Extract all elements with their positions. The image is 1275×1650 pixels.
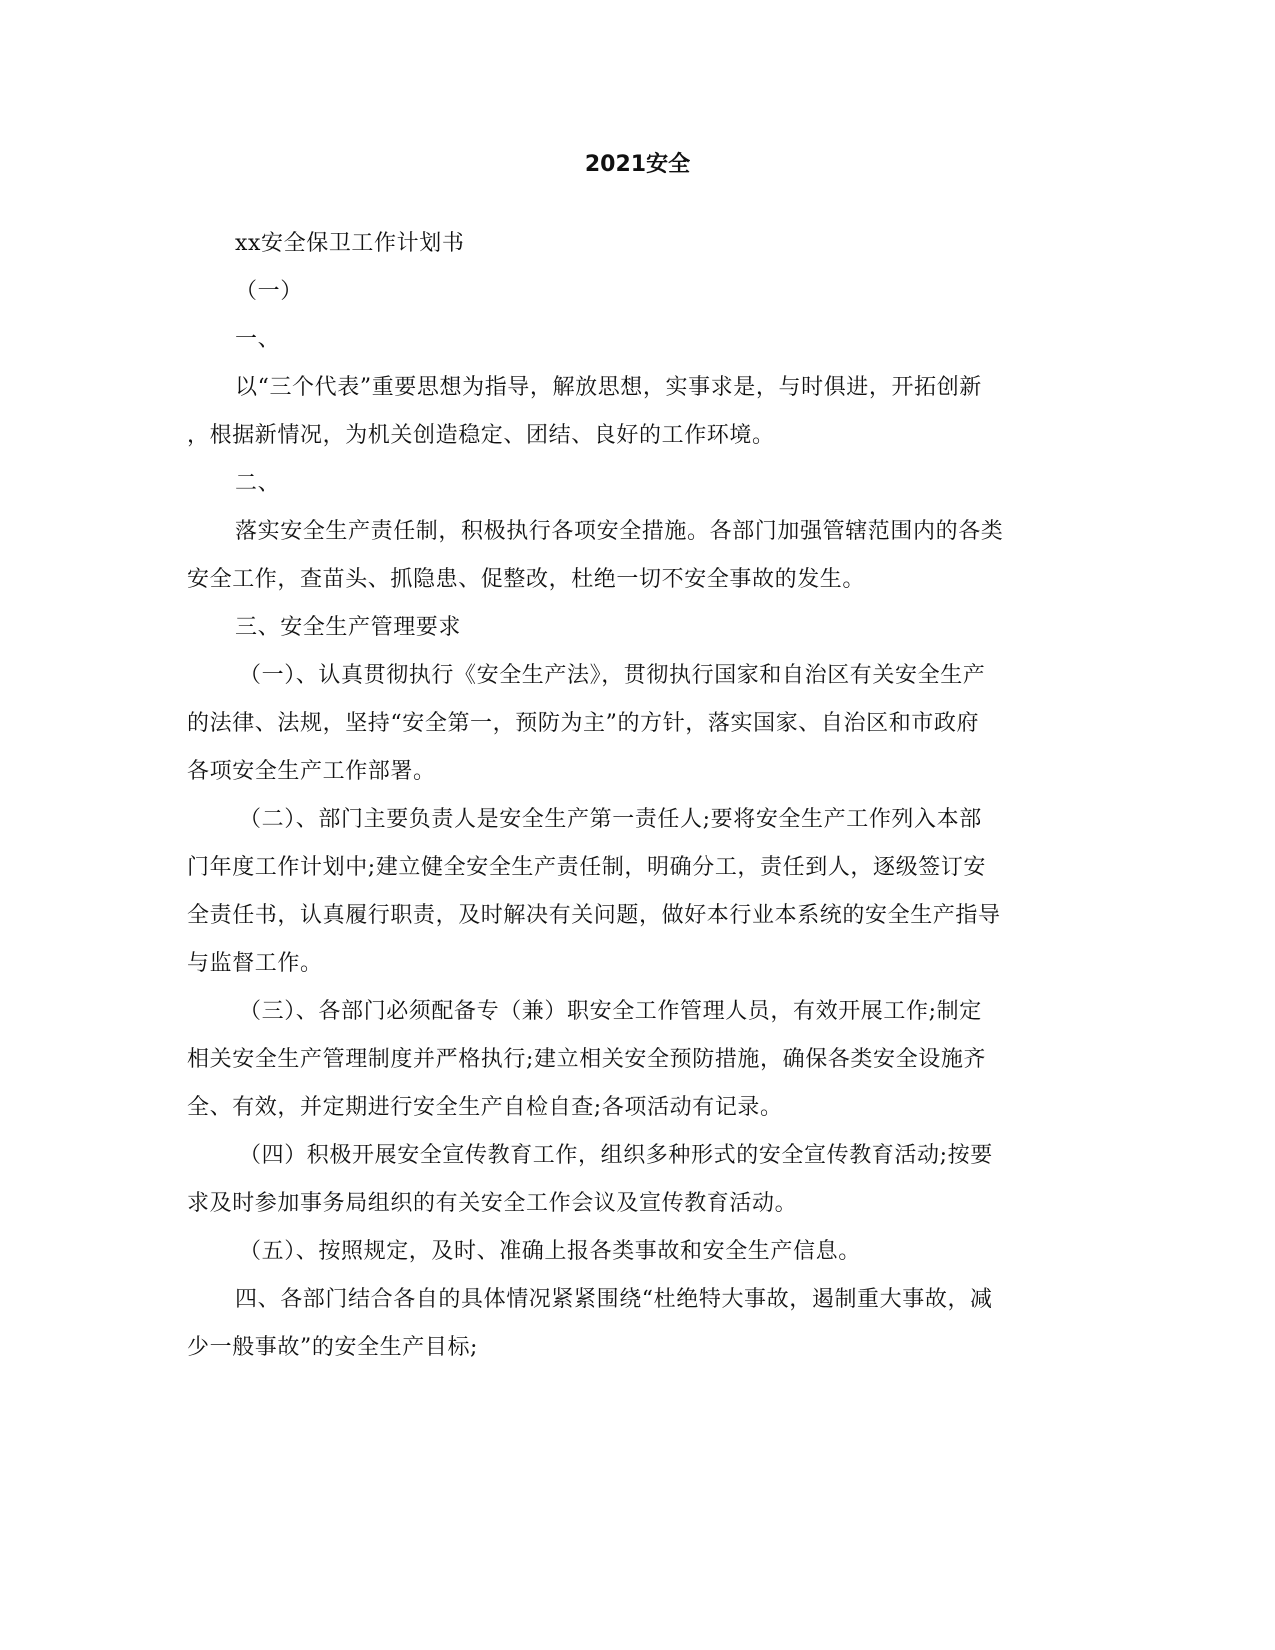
paragraph-section-one: [187, 316, 1087, 364]
paragraph-guiding-ideology: [187, 364, 1087, 460]
paragraph-line: 门年度工作计划中;建立健全安全生产责任制，明确分工，责任到人，逐级签订安: [187, 855, 987, 880]
paragraph-line: （一）、认真贯彻执行《安全生产法》，贯彻执行国家和自治区有关安全生产: [239, 663, 986, 688]
paragraph-line: 相关安全生产管理制度并严格执行;建立相关安全预防措施，确保各类安全设施齐: [187, 1047, 987, 1072]
paragraph-line: 与监督工作。: [187, 951, 323, 976]
paragraph-line: 一、: [235, 327, 281, 352]
paragraph-line: ，根据新情况，为机关创造稳定、团结、良好的工作环境。: [187, 423, 775, 448]
paragraph-line: 二、: [235, 471, 281, 496]
paragraph-line: （三）、各部门必须配备专（兼）职安全工作管理人员，有效开展工作;制定: [239, 999, 982, 1024]
document-body: [187, 220, 1087, 1372]
paragraph-line: 落实安全生产责任制，积极执行各项安全措施。各部门加强管辖范围内的各类: [235, 519, 1004, 544]
paragraph-line: 安全工作，查苗头、抓隐患、促整改，杜绝一切不安全事故的发生。: [187, 567, 866, 592]
paragraph-heading: [187, 220, 1087, 268]
paragraph-line: （二）、部门主要负责人是安全生产第一责任人;要将安全生产工作列入本部: [239, 807, 982, 832]
paragraph-section-number: [187, 268, 1087, 316]
paragraph-line: xx安全保卫工作计划书: [235, 231, 465, 256]
paragraph-line: （五）、按照规定，及时、准确上报各类事故和安全生产信息。: [239, 1239, 861, 1264]
paragraph-section-two: [187, 460, 1087, 508]
paragraph-line: 以“三个代表”重要思想为指导，解放思想，实事求是，与时俱进，开拓创新: [235, 375, 982, 400]
paragraph-section-four: [187, 1276, 1087, 1372]
paragraph-line: 求及时参加事务局组织的有关安全工作会议及宣传教育活动。: [187, 1191, 798, 1216]
paragraph-line: 少一般事故”的安全生产目标;: [187, 1335, 479, 1360]
paragraph-line: 的法律、法规，坚持“安全第一，预防为主”的方针，落实国家、自治区和市政府: [187, 711, 980, 736]
paragraph-line: （一）: [235, 279, 303, 304]
paragraph-item-1: [187, 652, 1087, 796]
paragraph-item-4: [187, 1132, 1087, 1228]
document-title: 2021安全: [584, 152, 691, 177]
paragraph-line: 四、各部门结合各自的具体情况紧紧围绕“杜绝特大事故，遏制重大事故，减: [235, 1287, 993, 1312]
paragraph-line: 全责任书，认真履行职责，及时解决有关问题，做好本行业本系统的安全生产指导: [187, 903, 1001, 928]
paragraph-item-3: [187, 988, 1087, 1132]
paragraph-line: 三、安全生产管理要求: [235, 615, 462, 640]
paragraph-responsibility: [187, 508, 1087, 604]
paragraph-line: （四）积极开展安全宣传教育工作，组织多种形式的安全宣传教育活动;按要: [239, 1143, 993, 1168]
paragraph-line: 各项安全生产工作部署。: [187, 759, 436, 784]
paragraph-item-2: [187, 796, 1087, 988]
paragraph-item-5: [187, 1228, 1087, 1276]
paragraph-section-three: [187, 604, 1087, 652]
paragraph-line: 全、有效，并定期进行安全生产自检自查;各项活动有记录。: [187, 1095, 783, 1120]
